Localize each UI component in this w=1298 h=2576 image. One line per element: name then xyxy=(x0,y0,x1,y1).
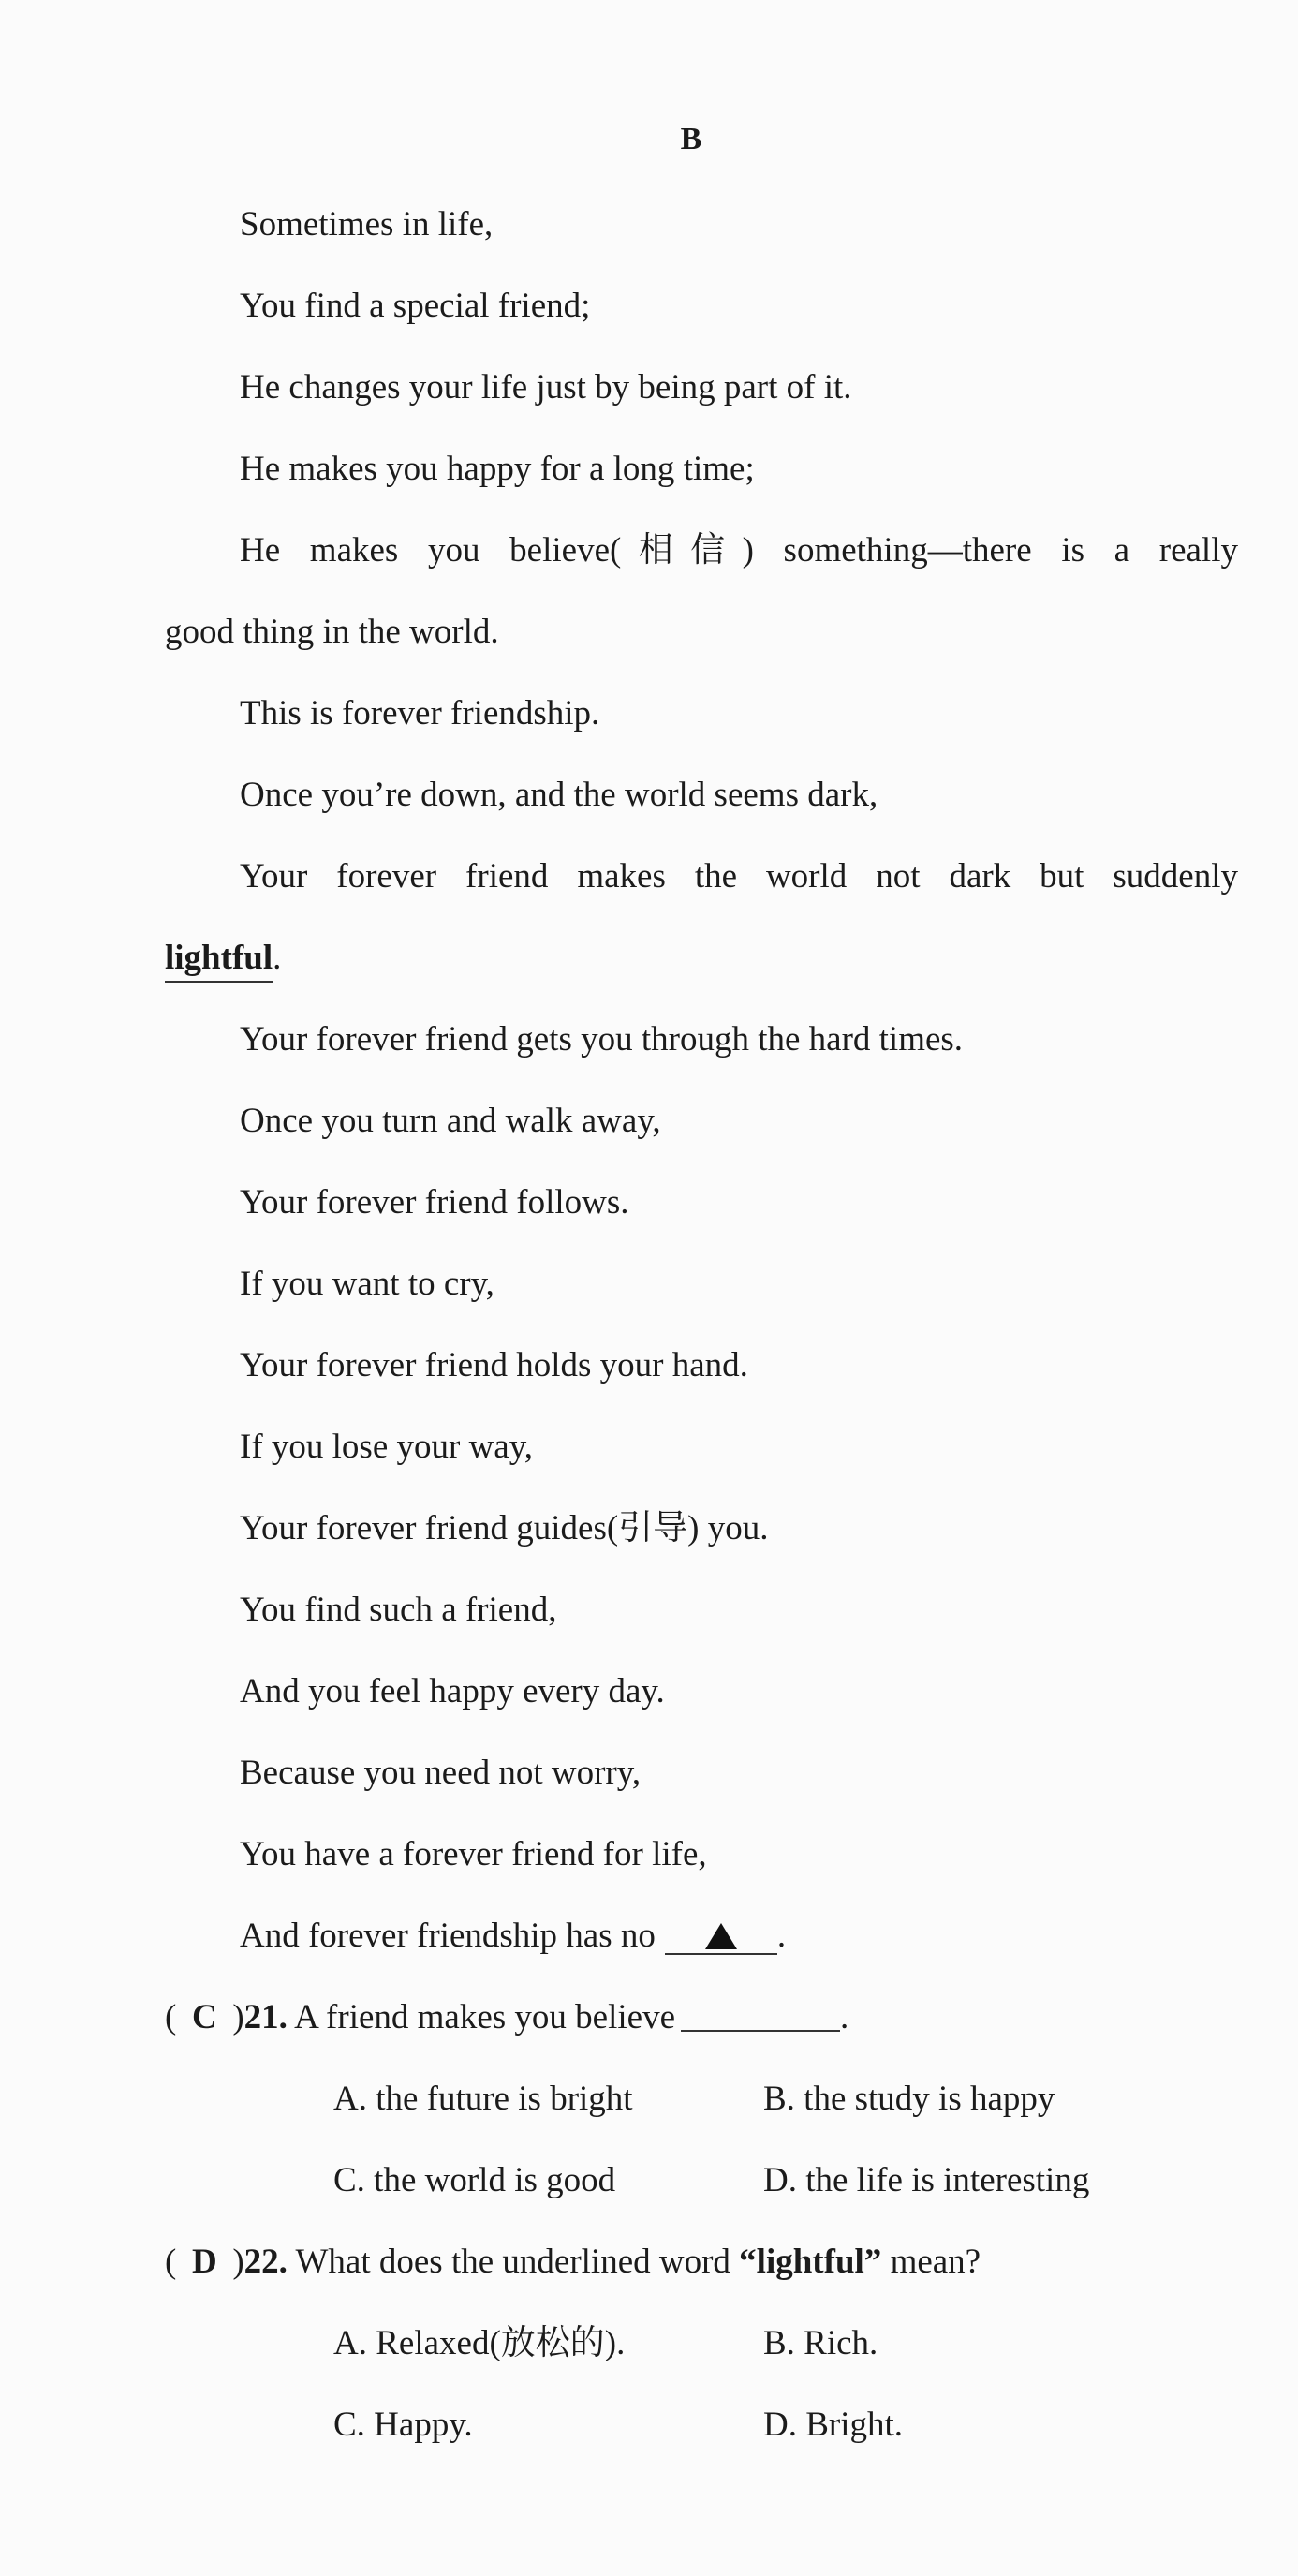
poem-line: He makes you believe(相信) something—there is a really xyxy=(240,531,1238,570)
poem-line: You have a forever friend for life, xyxy=(240,1835,707,1873)
option-b[interactable]: B. Rich. xyxy=(763,2324,878,2362)
option-a[interactable]: A. the future is bright xyxy=(333,2080,633,2118)
poem-line: Your forever friend follows. xyxy=(240,1183,629,1221)
answer-mark: D xyxy=(191,2243,217,2281)
paren-close: ) xyxy=(232,2243,244,2281)
period: . xyxy=(273,939,282,977)
option-c[interactable]: C. Happy. xyxy=(333,2406,473,2444)
poem-line-lightful xyxy=(165,938,281,979)
poem-line: You find such a friend, xyxy=(240,1591,557,1629)
poem-line: Your forever friend holds your hand. xyxy=(240,1346,748,1384)
poem-line: Your forever friend guides(引导) you. xyxy=(240,1509,769,1547)
question-keyword: “lightful” xyxy=(739,2243,882,2281)
answer-mark: C xyxy=(191,1998,217,2036)
question-number: 21. xyxy=(243,1998,288,2036)
poem-line: If you lose your way, xyxy=(240,1428,534,1466)
poem-line: Sometimes in life, xyxy=(240,205,494,244)
option-c[interactable]: C. the world is good xyxy=(333,2161,616,2199)
paren-close: ) xyxy=(232,1998,244,2036)
answer-blank[interactable] xyxy=(681,1998,840,2032)
poem-line: Your forever friend gets you through the hard times. xyxy=(240,1020,964,1059)
poem-line: This is forever friendship. xyxy=(240,694,600,733)
question-stem: A friend makes you believe xyxy=(294,1998,675,2036)
period: . xyxy=(840,1998,849,2036)
poem-text: And forever friendship has no xyxy=(240,1917,656,1955)
paren-open: ( xyxy=(165,1998,177,2036)
section-heading: B xyxy=(680,122,702,156)
triangle-icon xyxy=(705,1923,737,1949)
poem-line: If you want to cry, xyxy=(240,1265,494,1303)
question-stem-pre: What does the underlined word xyxy=(295,2243,740,2281)
option-b[interactable]: B. the study is happy xyxy=(763,2080,1055,2118)
question-stem-post: mean? xyxy=(881,2243,981,2281)
poem-line: He changes your life just by being part of it. xyxy=(240,368,852,407)
question-22 xyxy=(165,2242,981,2283)
poem-line: Your forever friend makes the world not dark but suddenly xyxy=(240,857,1238,896)
poem-line: And you feel happy every day. xyxy=(240,1672,665,1710)
underlined-word: lightful xyxy=(165,939,273,983)
option-d[interactable]: D. Bright. xyxy=(763,2406,904,2444)
question-number: 22. xyxy=(243,2243,288,2281)
poem-line: Once you’re down, and the world seems dark, xyxy=(240,776,878,814)
poem-line-last xyxy=(240,1916,786,1957)
option-a[interactable]: A. Relaxed(放松的). xyxy=(333,2324,626,2362)
question-21 xyxy=(165,1997,848,2038)
option-d[interactable]: D. the life is interesting xyxy=(763,2161,1090,2199)
poem-line: You find a special friend; xyxy=(240,287,591,325)
poem-line: He makes you happy for a long time; xyxy=(240,450,755,488)
paren-open: ( xyxy=(165,2243,177,2281)
poem-line: good thing in the world. xyxy=(165,613,499,651)
poem-line: Once you turn and walk away, xyxy=(240,1102,661,1140)
period: . xyxy=(776,1917,787,1955)
answer-blank[interactable] xyxy=(665,1917,777,1955)
poem-line: Because you need not worry, xyxy=(240,1754,642,1792)
